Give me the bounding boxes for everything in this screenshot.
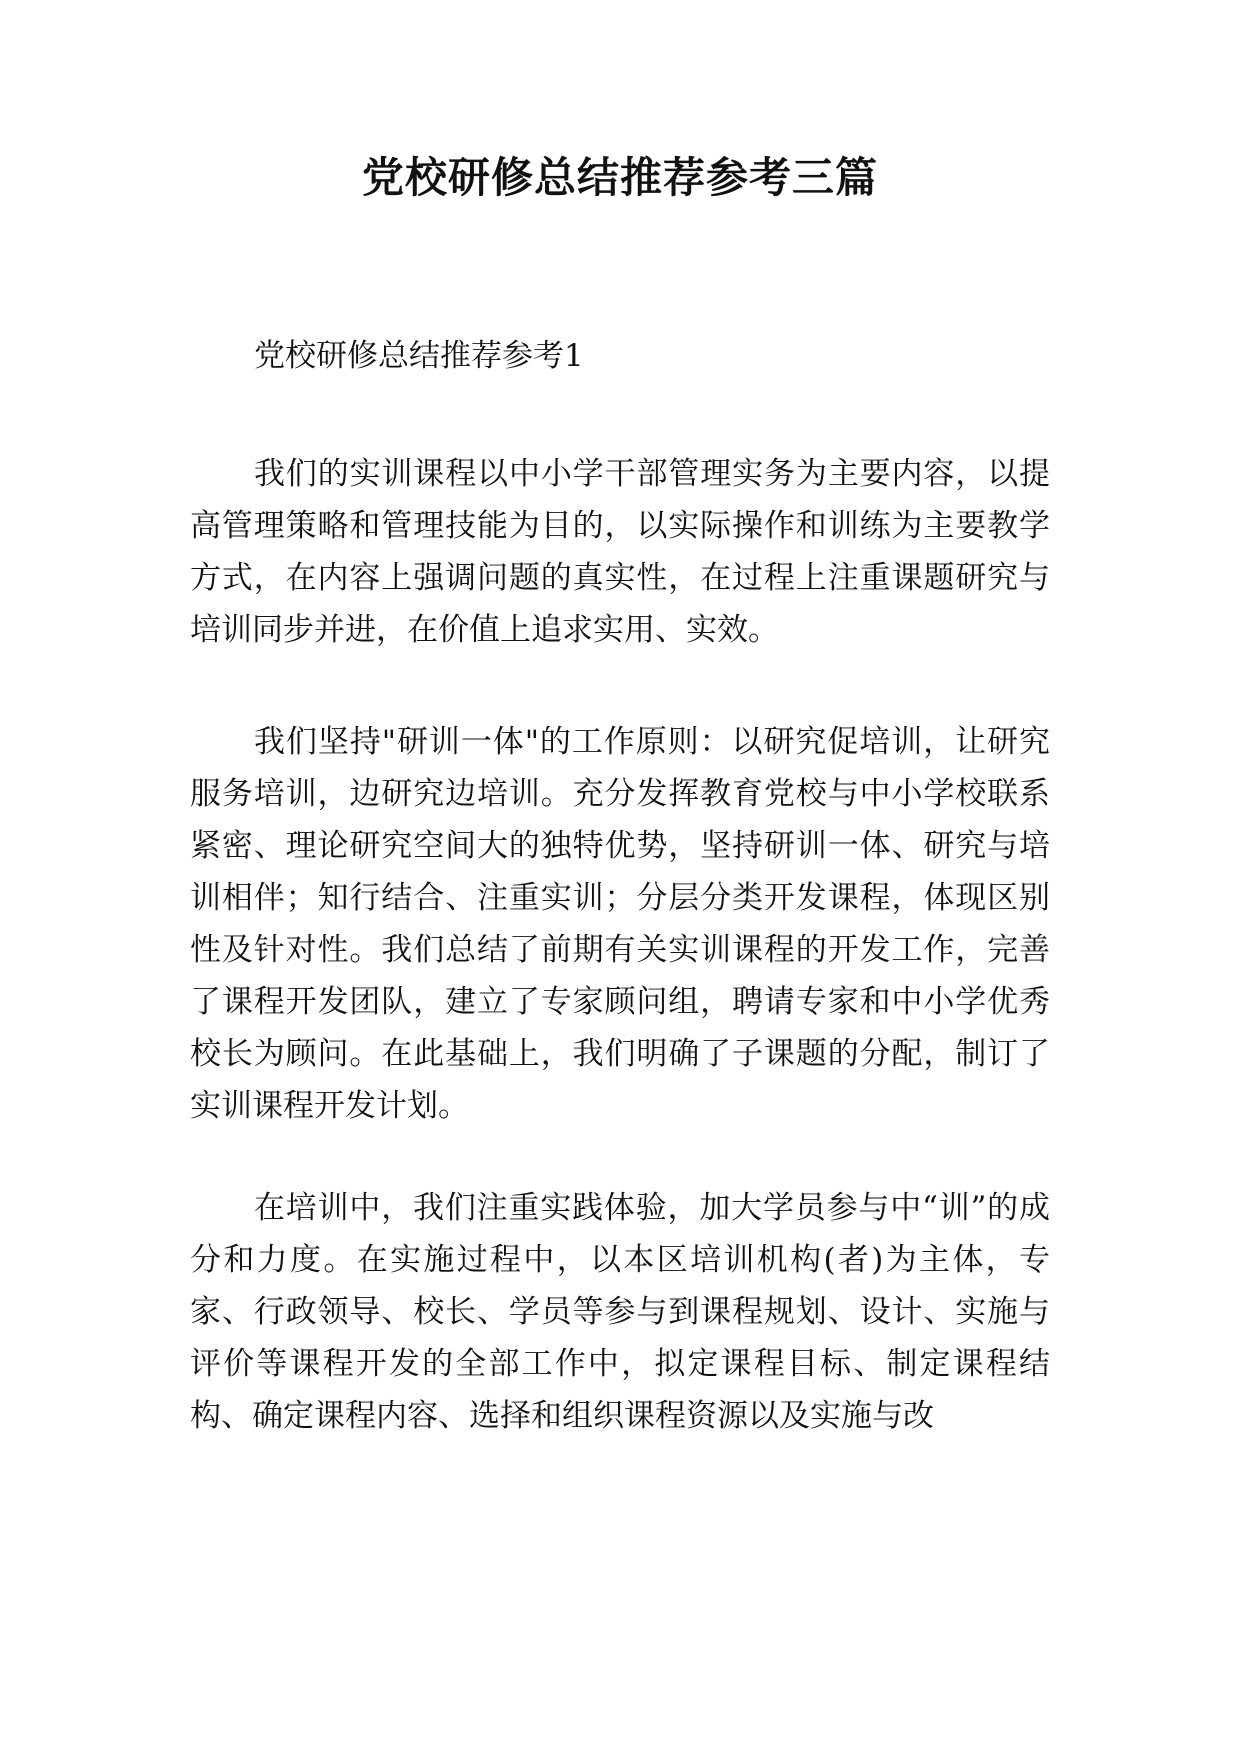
section-heading: 党校研修总结推荐参考1 [254, 338, 584, 374]
paragraph-3: 在培训中，我们注重实践体验，加大学员参与中“训”的成分和力度。在实施过程中，以本区培训机构(者)为主体，专家、行政领导、校长、学员等参与到课程规划、设计、实施与评价等课程开发的全部工作中，拟定课程目标、制定课程结构、确定课程内容、选择和组织课程资源以及实施与改 [190, 1190, 1050, 1434]
paragraph-1: 我们的实训课程以中小学干部管理实务为主要内容，以提高管理策略和管理技能为目的，以实际操作和训练为主要教学方式，在内容上强调问题的真实性，在过程上注重课题研究与培训同步并进，在价值上追求实用、实效。 [190, 456, 1050, 648]
paragraph-2: 我们坚持"研训一体"的工作原则：以研究促培训，让研究服务培训，边研究边培训。充分发挥教育党校与中小学校联系紧密、理论研究空间大的独特优势，坚持研训一体、研究与培训相伴；知行结合、注重实训；分层分类开发课程，体现区别性及针对性。我们总结了前期有关实训课程的开发工作，完善了课程开发团队，建立了专家顾问组，聘请专家和中小学优秀校长为顾问。在此基础上，我们明确了子课题的分配，制订了实训课程开发计划。 [190, 724, 1050, 1124]
document-title: 党校研修总结推荐参考三篇 [361, 153, 878, 202]
